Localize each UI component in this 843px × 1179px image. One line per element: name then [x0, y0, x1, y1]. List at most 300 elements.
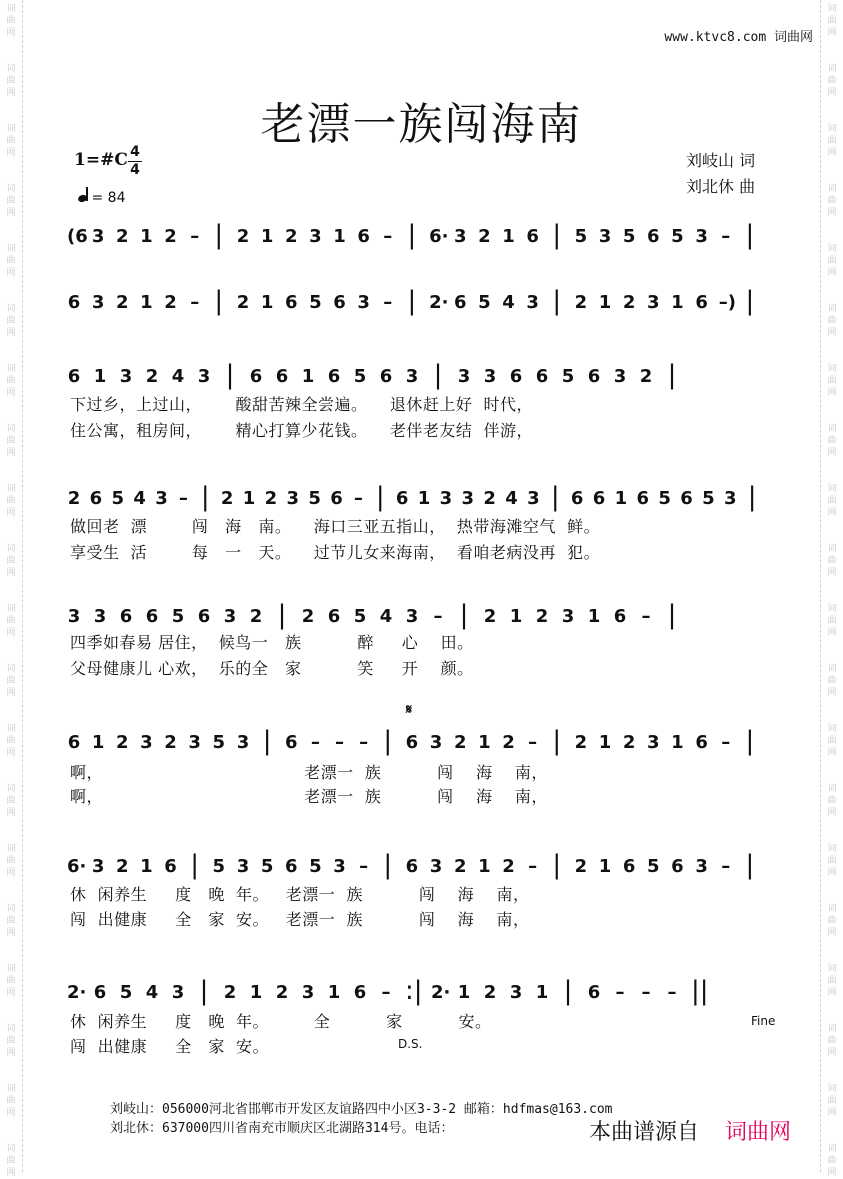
note: 6	[587, 366, 601, 387]
note: 5	[260, 856, 274, 877]
note: 3	[483, 366, 497, 387]
dash-extend: –	[528, 856, 538, 877]
note: 2	[116, 856, 129, 877]
note: 3	[439, 488, 453, 509]
note: 5	[561, 366, 575, 387]
dash-extend: –	[310, 732, 320, 753]
note: 5	[212, 732, 226, 753]
dash-extend: –	[721, 226, 731, 247]
note: 3	[647, 292, 660, 313]
note: 2	[483, 982, 497, 1003]
barline: |	[667, 600, 677, 630]
composer-credit: 刘北休 曲	[686, 177, 756, 196]
note: 6	[275, 366, 289, 387]
watermark-glyph: 曲	[827, 796, 837, 806]
note: 3	[429, 732, 443, 753]
watermark-glyph: 词	[827, 364, 837, 374]
dash-extend: –	[641, 606, 651, 627]
watermark-glyph: 网	[6, 628, 16, 638]
note: 2	[249, 606, 263, 627]
watermark-glyph: 网	[827, 328, 837, 338]
note: 3	[647, 732, 660, 753]
segno-mark: 𝄋	[406, 702, 413, 718]
watermark-glyph: 词	[6, 724, 16, 734]
watermark-glyph: 曲	[827, 976, 837, 986]
note: 2	[301, 606, 315, 627]
note: 3	[357, 292, 370, 313]
lyric-row8-verse1: 休 闲养生 度 晚 年。 全 家 安。	[70, 1012, 492, 1031]
dash-extend: –	[335, 732, 345, 753]
note: 1	[671, 732, 684, 753]
watermark-glyph: 词	[827, 544, 837, 554]
dash-extend: –	[353, 488, 363, 509]
watermark-glyph: 曲	[827, 736, 837, 746]
watermark-glyph: 网	[6, 868, 16, 878]
note: 6	[592, 488, 606, 509]
note: 6	[570, 488, 584, 509]
note: 6	[284, 732, 298, 753]
watermark-glyph: 网	[827, 268, 837, 278]
note: 1	[140, 856, 153, 877]
dash-extend: –	[383, 226, 393, 247]
watermark-glyph: 网	[6, 748, 16, 758]
time-signature	[128, 145, 142, 178]
note: 6	[613, 606, 627, 627]
note: 3	[236, 732, 250, 753]
note: 2	[236, 292, 250, 313]
note: 6	[535, 366, 549, 387]
meter-top: 4	[130, 144, 140, 160]
note: 6	[395, 488, 409, 509]
note: 3	[91, 856, 105, 877]
note: 3	[613, 366, 627, 387]
watermark-glyph: 曲	[827, 316, 837, 326]
note: 6	[695, 732, 708, 753]
note: 6	[249, 366, 263, 387]
note: 3	[695, 226, 708, 247]
note: 1	[140, 292, 153, 313]
note: 2	[453, 732, 467, 753]
watermark-glyph: 词	[6, 664, 16, 674]
note: 5	[671, 226, 684, 247]
watermark-glyph: 曲	[827, 256, 837, 266]
note: 6	[353, 982, 367, 1003]
note: 2	[236, 226, 250, 247]
dash-extend: –	[178, 488, 188, 509]
watermark-glyph: 网	[827, 508, 837, 518]
barline: |	[262, 726, 272, 756]
watermark-glyph: 网	[6, 928, 16, 938]
watermark-glyph: 网	[6, 1108, 16, 1118]
barline: |	[552, 286, 562, 316]
lyric-row8-verse2: 闯 出健康 全 家 安。	[70, 1037, 270, 1056]
note: 2	[145, 366, 159, 387]
lyric-row6-verse2: 啊， 老漂一 族 闯 海 南，	[70, 787, 548, 806]
note: 5	[212, 856, 226, 877]
note: 6	[327, 366, 341, 387]
watermark-glyph: 曲	[827, 856, 837, 866]
footer-contact-lyricist: 刘岐山：056000河北省邯郸市开发区友谊路四中小区3-3-2 邮箱：hdfmas@163.com	[110, 1102, 613, 1117]
note: 1	[249, 982, 263, 1003]
watermark-glyph: 曲	[6, 1096, 16, 1106]
barline: |	[552, 850, 562, 880]
watermark-glyph: 网	[6, 388, 16, 398]
note: 3	[301, 982, 315, 1003]
lyric-row7-verse2: 闯 出健康 全 家 安。 老漂一 族 闯 海 南，	[70, 910, 530, 929]
watermark-glyph: 网	[6, 1048, 16, 1058]
footer-contact-composer: 刘北休：637000四川省南充市顺庆区北湖路314号。电话：	[110, 1121, 454, 1136]
note: 1	[671, 292, 684, 313]
note: 2	[164, 292, 177, 313]
watermark-glyph: 网	[6, 208, 16, 218]
watermark-glyph: 网	[6, 508, 16, 518]
watermark-glyph: 词	[6, 184, 16, 194]
dash-extend: –	[359, 732, 369, 753]
note: 2	[574, 732, 588, 753]
watermark-glyph: 词	[827, 124, 837, 134]
watermark-glyph: 词	[6, 124, 16, 134]
note: 6	[333, 292, 346, 313]
note: 1	[598, 292, 612, 313]
note: 3	[598, 226, 612, 247]
watermark-glyph: 曲	[6, 316, 16, 326]
note: 3	[236, 856, 250, 877]
note: 3	[197, 366, 211, 387]
note: 6	[622, 856, 636, 877]
watermark-glyph: 词	[6, 1144, 16, 1154]
note: 6	[647, 226, 660, 247]
watermark-glyph: 曲	[6, 136, 16, 146]
left-margin-line	[22, 0, 23, 1172]
note: 3	[286, 488, 300, 509]
note: 2	[164, 226, 177, 247]
note: 6	[587, 982, 601, 1003]
barline: |	[747, 482, 757, 512]
note: 3	[527, 488, 540, 509]
barline: |	[745, 286, 755, 316]
watermark-glyph: 网	[6, 1168, 16, 1178]
lyric-row3-verse2: 住公寓，租房间， 精心打算少花钱。 老伴老友结 伴游，	[70, 421, 534, 440]
watermark-glyph: 网	[827, 808, 837, 818]
note: 6	[405, 732, 419, 753]
note: 6	[67, 732, 81, 753]
note: 1	[260, 226, 274, 247]
note: 3	[453, 226, 467, 247]
note: 5	[308, 488, 321, 509]
note: 6	[164, 856, 177, 877]
note: 6	[636, 488, 650, 509]
watermark-glyph: 网	[6, 268, 16, 278]
note: 6	[119, 606, 133, 627]
note: 5	[119, 982, 133, 1003]
watermark-glyph: 词	[827, 1084, 837, 1094]
watermark-glyph: 网	[827, 1048, 837, 1058]
watermark-glyph: 曲	[6, 76, 16, 86]
watermark-glyph: 词	[6, 604, 16, 614]
barline: |	[745, 726, 755, 756]
watermark-glyph: 曲	[6, 1036, 16, 1046]
note: 6	[327, 606, 341, 627]
watermark-glyph: 曲	[6, 376, 16, 386]
dash-extend: –	[381, 982, 391, 1003]
watermark-glyph: 曲	[6, 196, 16, 206]
watermark-glyph: 词	[6, 4, 16, 14]
watermark-glyph: 词	[827, 64, 837, 74]
note: 1	[509, 606, 523, 627]
watermark-glyph: 词	[6, 844, 16, 854]
note: 2	[116, 226, 129, 247]
watermark-glyph: 曲	[6, 496, 16, 506]
watermark-glyph: 曲	[6, 916, 16, 926]
barline: |	[407, 286, 417, 316]
note: 2	[284, 226, 298, 247]
note: 1	[91, 732, 105, 753]
note: 2	[574, 856, 588, 877]
note: 6	[89, 488, 103, 509]
watermark-glyph: 网	[827, 148, 837, 158]
note: 5	[353, 606, 367, 627]
left-watermark-strip	[0, 0, 22, 1178]
note: 2	[535, 606, 549, 627]
watermark-glyph: 词	[827, 664, 837, 674]
watermark-glyph: 曲	[6, 736, 16, 746]
barline: ||	[691, 976, 709, 1006]
note: 1	[327, 982, 341, 1003]
watermark-glyph: 网	[827, 208, 837, 218]
watermark-glyph: 曲	[6, 256, 16, 266]
note: 2	[574, 292, 588, 313]
watermark-glyph: 曲	[6, 1156, 16, 1166]
lyric-row5-verse1: 四季如春易 居住， 候鸟一 族 醉 心 田。	[70, 633, 474, 652]
barline: |	[745, 220, 755, 250]
dash-extend: –	[433, 606, 443, 627]
watermark-glyph: 网	[6, 88, 16, 98]
watermark-glyph: 词	[6, 1024, 16, 1034]
note: 1	[478, 732, 491, 753]
note: –)	[718, 292, 736, 313]
note: 3	[405, 366, 419, 387]
note: 1	[417, 488, 431, 509]
note: 2·	[429, 292, 449, 313]
watermark-glyph: 网	[827, 868, 837, 878]
watermark-glyph: 曲	[827, 1096, 837, 1106]
watermark-glyph: 网	[6, 988, 16, 998]
watermark-glyph: 词	[827, 1024, 837, 1034]
lyric-row3-verse1: 下过乡，上过山， 酸甜苦辣全尝遍。 退休赶上好 时代，	[70, 395, 534, 414]
note: 6	[680, 488, 693, 509]
watermark-glyph: 网	[827, 388, 837, 398]
note: 2	[478, 226, 491, 247]
watermark-glyph: 词	[827, 904, 837, 914]
barline: |	[745, 850, 755, 880]
note: 3	[155, 488, 168, 509]
note: 6	[405, 856, 419, 877]
note: 1	[598, 856, 612, 877]
barline: |	[407, 220, 417, 250]
note: 3	[140, 732, 153, 753]
dash-extend: –	[383, 292, 393, 313]
watermark-glyph: 词	[827, 784, 837, 794]
note: 6	[695, 292, 708, 313]
watermark-glyph: 词	[827, 1144, 837, 1154]
watermark-glyph: 曲	[827, 496, 837, 506]
watermark-glyph: 曲	[827, 556, 837, 566]
note: 3	[695, 856, 708, 877]
source-label: 本曲谱源自	[589, 1120, 700, 1145]
dash-extend: –	[721, 732, 731, 753]
barline: |	[277, 600, 287, 630]
note: 6	[93, 982, 107, 1003]
watermark-glyph: 曲	[827, 376, 837, 386]
watermark-glyph: 网	[827, 928, 837, 938]
note: 2	[275, 982, 289, 1003]
barline: |	[199, 976, 209, 1006]
barline: |	[563, 976, 573, 1006]
note: 6	[330, 488, 343, 509]
watermark-glyph: 词	[827, 304, 837, 314]
watermark-glyph: 曲	[827, 676, 837, 686]
watermark-glyph: 网	[6, 568, 16, 578]
watermark-glyph: 曲	[6, 616, 16, 626]
note: 5	[309, 292, 322, 313]
note: 1	[333, 226, 346, 247]
dash-extend: –	[641, 982, 651, 1003]
note: 2	[502, 732, 515, 753]
note: 5	[658, 488, 671, 509]
note: 6	[67, 292, 81, 313]
barline: |	[383, 850, 393, 880]
note: 1	[93, 366, 107, 387]
note: 6	[671, 856, 684, 877]
watermark-glyph: 网	[827, 28, 837, 38]
right-watermark-strip	[821, 0, 843, 1178]
watermark-glyph: 词	[6, 964, 16, 974]
note: 2	[223, 982, 237, 1003]
barline: :|	[405, 976, 423, 1006]
note: 6	[357, 226, 370, 247]
watermark-glyph: 曲	[6, 796, 16, 806]
note: 1	[478, 856, 491, 877]
note: 3	[457, 366, 471, 387]
note: 5	[574, 226, 588, 247]
note: 1	[587, 606, 601, 627]
song-title: 老漂一族闯海南	[260, 99, 583, 150]
note: 6	[284, 856, 298, 877]
key-signature: 1=#C	[74, 150, 128, 170]
watermark-glyph: 曲	[827, 76, 837, 86]
note: 1	[614, 488, 628, 509]
watermark-glyph: 网	[827, 1168, 837, 1178]
barline: |	[225, 360, 235, 390]
score-row	[66, 222, 786, 262]
watermark-glyph: 词	[827, 724, 837, 734]
dash-extend: –	[190, 226, 200, 247]
site-label[interactable]: www.ktvc8.com 词曲网	[664, 30, 813, 45]
note: 3	[405, 606, 419, 627]
note: 5	[171, 606, 185, 627]
note: 3	[119, 366, 133, 387]
watermark-glyph: 网	[827, 988, 837, 998]
note: 5	[353, 366, 367, 387]
note: 2	[622, 292, 636, 313]
note: 3	[461, 488, 475, 509]
watermark-glyph: 词	[6, 64, 16, 74]
note: 2	[67, 488, 81, 509]
watermark-glyph: 网	[6, 328, 16, 338]
barline: |	[214, 220, 224, 250]
watermark-glyph: 曲	[827, 1156, 837, 1166]
note: 4	[133, 488, 146, 509]
note: 4	[502, 292, 515, 313]
note: 5	[111, 488, 125, 509]
note: 2	[502, 856, 515, 877]
watermark-glyph: 词	[827, 424, 837, 434]
note: 6	[284, 292, 298, 313]
watermark-glyph: 词	[827, 604, 837, 614]
right-margin-line	[820, 0, 821, 1172]
watermark-glyph: 曲	[827, 1036, 837, 1046]
source-brand-logo[interactable]: 词曲网	[725, 1120, 792, 1145]
note: 4	[379, 606, 393, 627]
note: 4	[505, 488, 518, 509]
note: 2	[639, 366, 653, 387]
note: 1	[502, 226, 515, 247]
watermark-glyph: 曲	[827, 136, 837, 146]
watermark-glyph: 词	[6, 784, 16, 794]
note: 1	[535, 982, 549, 1003]
watermark-glyph: 网	[827, 628, 837, 638]
watermark-glyph: 词	[6, 424, 16, 434]
watermark-glyph: 词	[827, 484, 837, 494]
fine-mark: Fine	[751, 1014, 776, 1028]
watermark-glyph: 网	[827, 568, 837, 578]
dash-extend: –	[359, 856, 369, 877]
note: 6	[145, 606, 159, 627]
note: 6	[67, 366, 81, 387]
note: 6	[379, 366, 393, 387]
watermark-glyph: 词	[827, 4, 837, 14]
watermark-glyph: 词	[827, 184, 837, 194]
barline: |	[552, 726, 562, 756]
barline: |	[459, 600, 469, 630]
note: 1	[140, 226, 153, 247]
note: 3	[309, 226, 322, 247]
barline: |	[200, 482, 210, 512]
barline: |	[190, 850, 200, 880]
lyric-row5-verse2: 父母健康儿 心欢， 乐的全 家 笑 开 颜。	[70, 659, 474, 678]
watermark-glyph: 曲	[827, 916, 837, 926]
watermark-glyph: 曲	[827, 196, 837, 206]
note: 5	[622, 226, 636, 247]
note: 6	[509, 366, 523, 387]
watermark-glyph: 词	[6, 1084, 16, 1094]
tempo-value: = 84	[91, 190, 126, 206]
note: 2	[116, 292, 129, 313]
note: 3	[429, 856, 443, 877]
note: 3	[526, 292, 539, 313]
watermark-glyph: 网	[6, 148, 16, 158]
watermark-glyph: 词	[6, 904, 16, 914]
watermark-glyph: 曲	[6, 436, 16, 446]
note: 1	[260, 292, 274, 313]
barline: |	[552, 220, 562, 250]
note: 6	[197, 606, 211, 627]
watermark-glyph: 曲	[6, 676, 16, 686]
watermark-glyph: 网	[6, 28, 16, 38]
dash-extend: –	[721, 856, 731, 877]
note: 3	[188, 732, 201, 753]
barline: |	[383, 726, 393, 756]
